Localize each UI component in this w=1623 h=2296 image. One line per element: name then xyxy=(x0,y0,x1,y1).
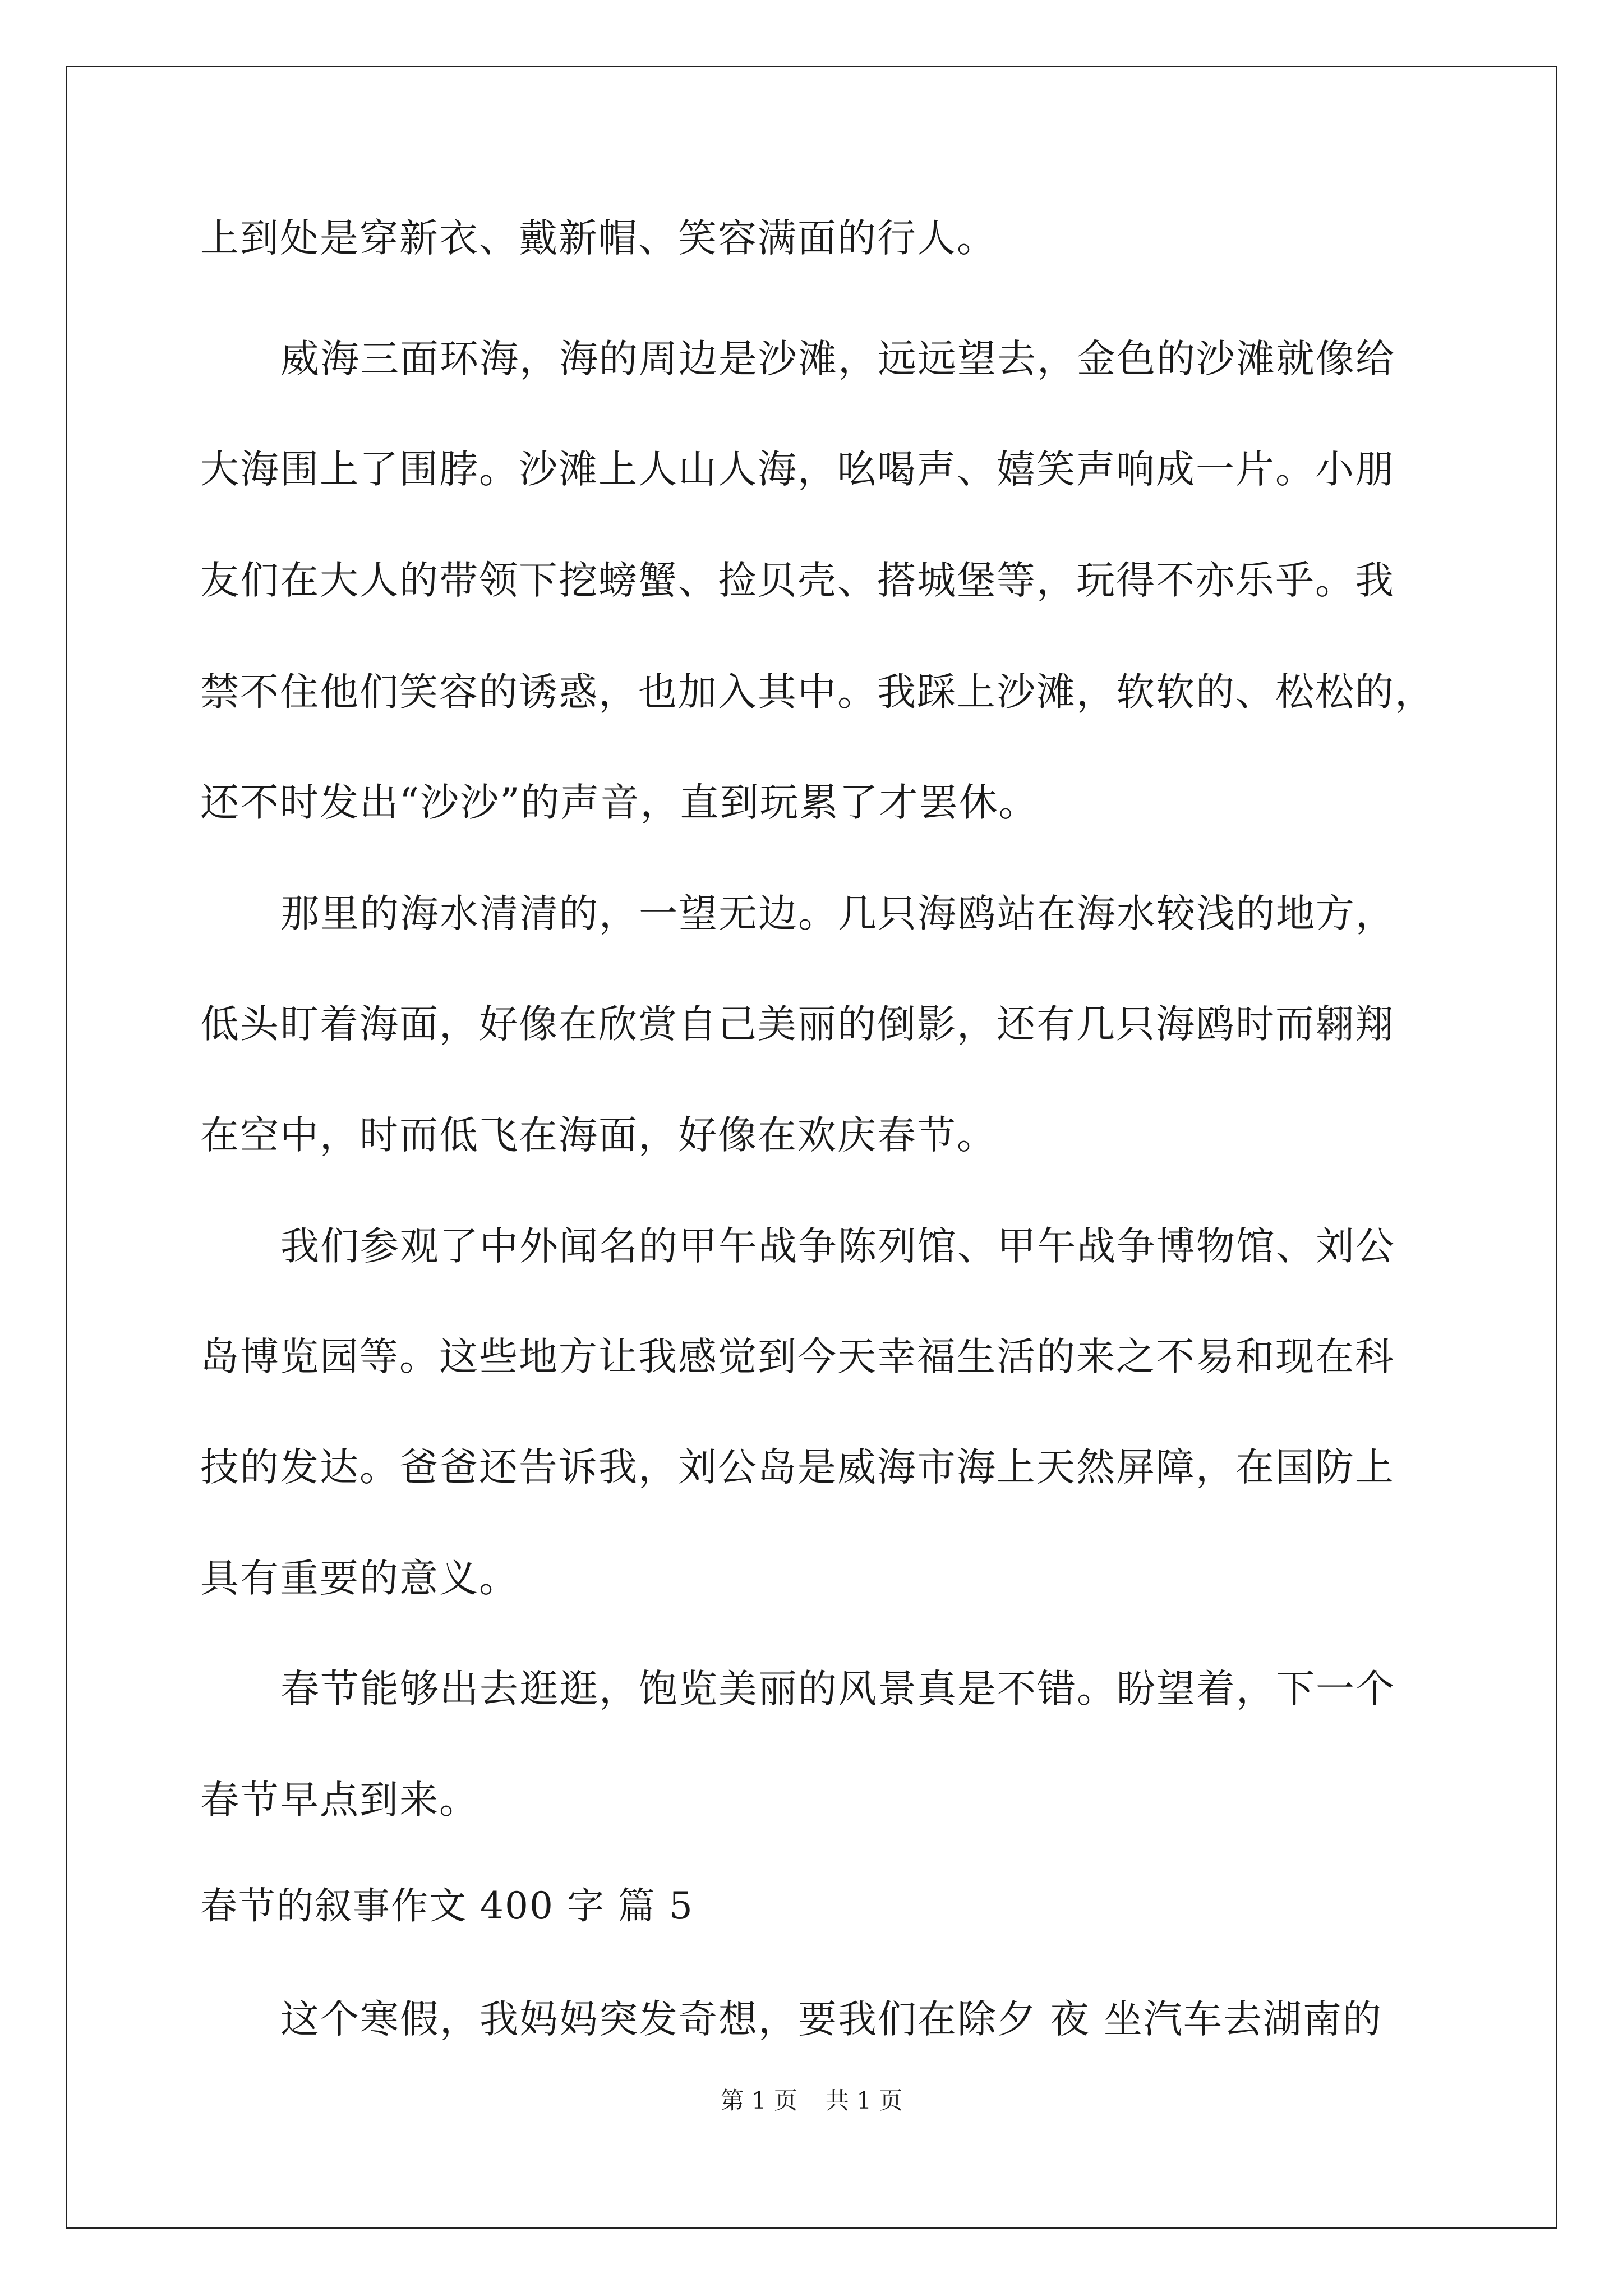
text-line: 大海围上了围脖。沙滩上人山人海，吆喝声、嬉笑声响成一片。小朋 xyxy=(200,447,1395,492)
text-line: 在空中，时而低飞在海面，好像在欢庆春节。 xyxy=(200,1113,997,1158)
text-line: 还不时发出“沙沙”的声音，直到玩累了才罢休。 xyxy=(200,780,1039,825)
paragraph-first-line: 我们参观了中外闻名的甲午战争陈列馆、甲午战争博物馆、刘公 xyxy=(280,1224,1395,1269)
text-line: 岛博览园等。这些地方让我感觉到今天幸福生活的来之不易和现在科 xyxy=(200,1335,1395,1379)
page-number: 第 1 页 xyxy=(720,2087,797,2114)
text-line: 春节早点到来。 xyxy=(200,1778,479,1823)
text-line: 低头盯着海面，好像在欣赏自己美丽的倒影，还有几只海鸥时而翱翔 xyxy=(200,1002,1395,1047)
document-body xyxy=(200,0,1569,2296)
paragraph-first-line: 这个寒假，我妈妈突发奇想，要我们在除夕 夜 坐汽车去湖南的 xyxy=(280,1997,1382,2042)
text-line: 禁不住他们笑容的诱惑，也加入其中。我踩上沙滩，软软的、松松的， xyxy=(200,670,1435,715)
paragraph-first-line: 威海三面环海，海的周边是沙滩，远远望去，金色的沙滩就像给 xyxy=(280,337,1395,381)
page-footer xyxy=(0,2084,1623,2118)
text-line: 具有重要的意义。 xyxy=(200,1556,519,1601)
text-line: 技的发达。爸爸还告诉我，刘公岛是威海市海上天然屏障，在国防上 xyxy=(200,1445,1395,1490)
paragraph-first-line: 春节能够出去逛逛，饱览美丽的风景真是不错。盼望着，下一个 xyxy=(280,1667,1395,1711)
paragraph-first-line: 那里的海水清清的，一望无边。几只海鸥站在海水较浅的地方， xyxy=(280,891,1395,936)
text-line: 友们在大人的带领下挖螃蟹、捡贝壳、搭城堡等，玩得不亦乐乎。我 xyxy=(200,558,1395,603)
text-line: 上到处是穿新衣、戴新帽、笑容满面的行人。 xyxy=(200,216,997,261)
section-heading: 春节的叙事作文 400 字 篇 5 xyxy=(200,1884,694,1927)
page-total: 共 1 页 xyxy=(826,2087,903,2114)
